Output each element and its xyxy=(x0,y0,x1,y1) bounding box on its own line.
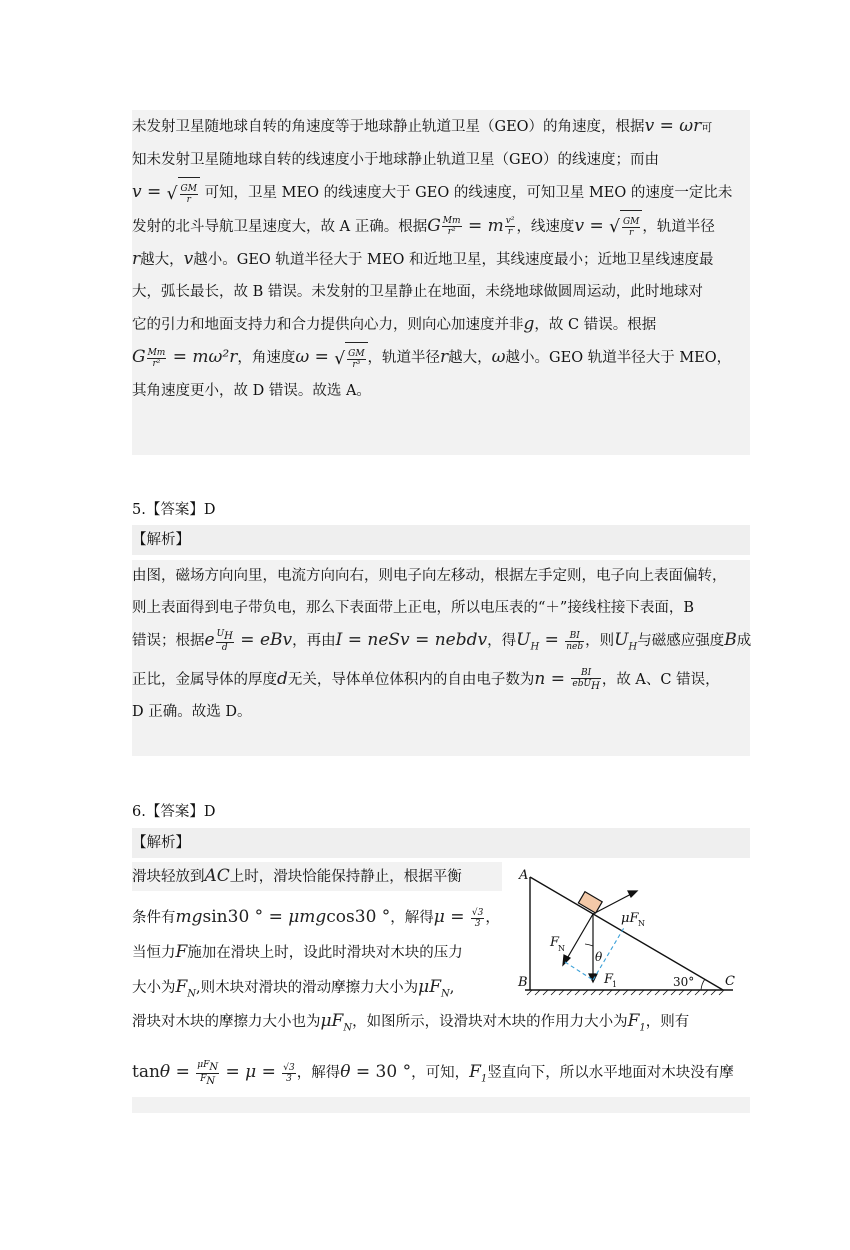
label-c: C xyxy=(725,974,735,989)
q5-analysis-label: 【解析】 xyxy=(132,525,750,555)
angle-arc xyxy=(701,979,705,990)
label-angle: 30° xyxy=(673,975,695,989)
fn-arrow xyxy=(565,914,593,962)
q6-text-bottom: 滑块对木块的摩擦力大小也为$\mu F_N$，如图所示，设滑块对木块的作用力大小为$F_1$，则有 tanθ = $\frac{\mu F_N}{F_N}$ = μ = $\frac{√3}{3}$ ，解得θ = 30 °，可知，$F_1$竖直向下，所以水平地面对木块没有摩 xyxy=(132,1006,750,1113)
label-f1-sub: 1 xyxy=(612,980,618,989)
label-fn-sub: N xyxy=(558,944,565,953)
label-f1: F xyxy=(604,972,614,987)
label-fn: F xyxy=(550,935,560,950)
slider-block xyxy=(578,892,602,913)
q4-analysis-block xyxy=(132,110,750,455)
label-a: A xyxy=(519,868,529,883)
label-friction: μF xyxy=(621,911,639,926)
q5-analysis-block xyxy=(132,560,750,756)
q4-paragraph: 未发射卫星随地球自转的角速度等于地球静止轨道卫星（GEO）的角速度，根据v = ωr可 知未发射卫星随地球自转的线速度小于地球静止轨道卫星（GEO）的线速度；而由 v = √ $\frac{GM}{r}$ 可知，卫星 MEO 的线速度大于 GEO 的线速度，可知卫星 MEO 的速度一定比未 发射的北斗导航卫星速度大，故 A 正确。根据G $\frac{Mm}{\text{r²}}$ = m $\frac{\text{v²}}{r}$ ，线速度v = √ $\frac{GM}{r}$ ，轨道半径 r越大，v越小。GEO 轨道半径大于 MEO 和近地卫星，其线速度最小；近地卫星线速度最 大，弧长最长，故 B 错误。未发射的卫星静止在地面，未绕地球做圆周运动，此时地球对 它的引力和地面支持力和合力提供向心力，则向心加速度并非g，故 C 错误。根据 G $\frac{Mm}{\text{r²}}$ = mω²r，角速度ω = √ $\frac{GM}{\text{r³}}$ ，轨道半径r越大，ω越小。GEO 轨道半径大于 MEO， 其角速度更小，故 D 错误。故选 A。 xyxy=(132,116,733,399)
q5-answer: 5.【答案】D xyxy=(132,502,216,518)
q6-answer: 6.【答案】D xyxy=(132,804,216,820)
incline-line xyxy=(530,877,723,990)
incline-diagram xyxy=(515,862,745,1002)
q6-text-left: 滑块轻放到AC上时，滑块恰能保持静止，根据平衡 条件有mgsin30 ° = μmgcos30 °，解得μ = $\frac{√3}{3}$ ， 当恒力F施加在滑块上时，设此时滑块对木块的压力 大小为$F_N$,则木块对滑块的滑动摩擦力大小为$\mu F_N$, xyxy=(132,862,502,1008)
theta-arc xyxy=(585,944,593,946)
label-friction-sub: N xyxy=(638,919,645,928)
ground-hatch xyxy=(527,990,724,995)
q5-paragraph: 由图，磁场方向向里，电流方向向右，则电子向左移动，根据左手定则，电子向上表面偏转， 则上表面得到电子带负电，那么下表面带上正电，所以电压表的“＋”接线柱接下表面，B 错误；根据e $\frac{U_H}{d}$ = eBv，再由I = neSv = nebdv，得$U_H$ = $\frac{BI}{\text{neb}}$ ，则$U_H$与磁感应强度B成 正比，金属导体的厚度d无关，导体单位体积内的自由电子数为n = $\frac{BI}{ebU_H}$ ，故 A、C 错误， D 正确。故选 D。 xyxy=(132,568,752,721)
q6-analysis-label: 【解析】 xyxy=(132,828,750,858)
label-b: B xyxy=(518,975,528,990)
label-theta: θ xyxy=(595,950,603,964)
